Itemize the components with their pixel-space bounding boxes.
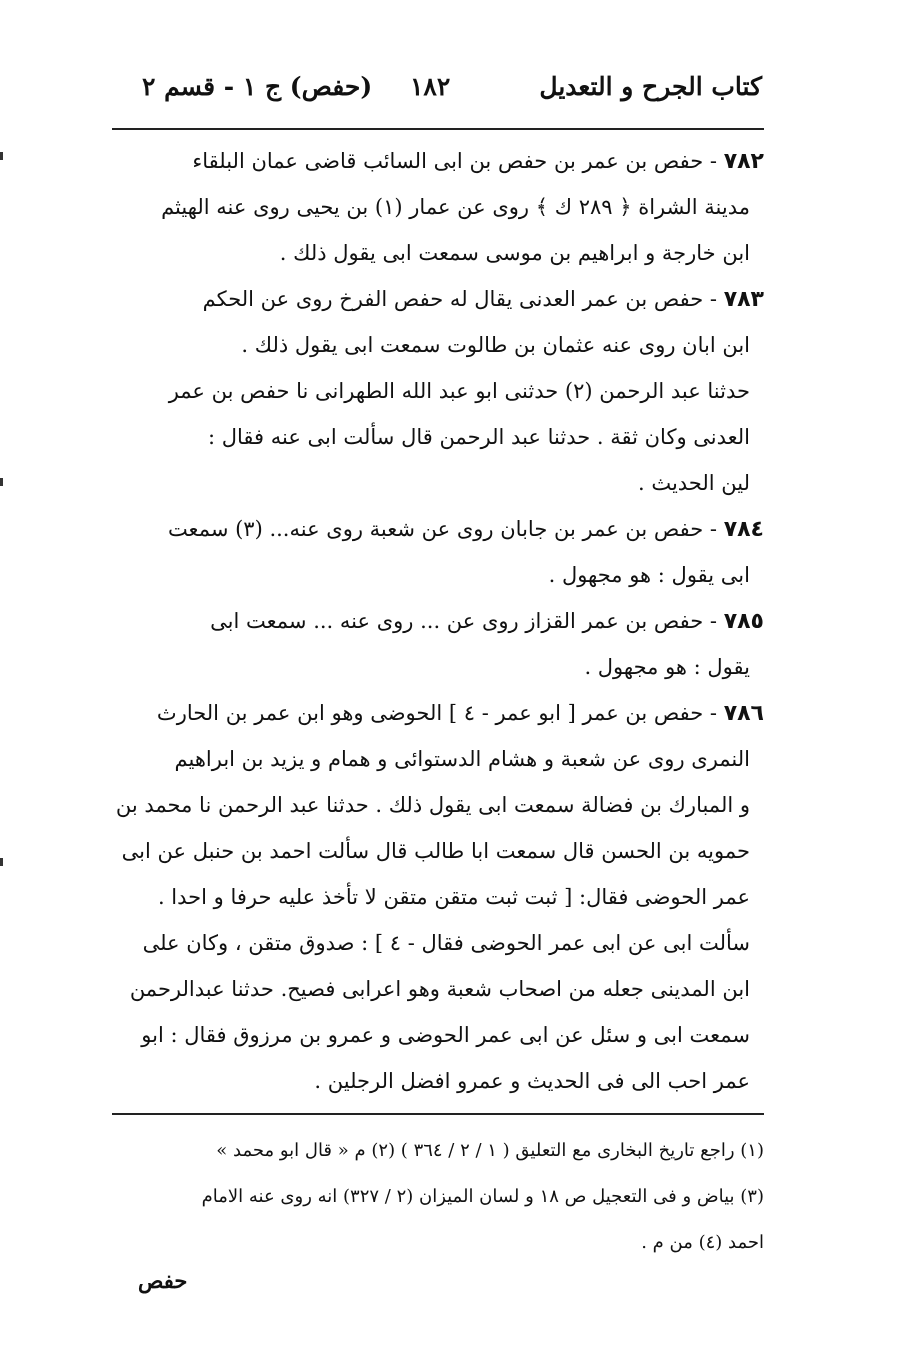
scan-edge-mark: [0, 152, 3, 160]
entry-783: [112, 276, 764, 506]
entry-text: حفص بن عمر القزاز روى عن ... روى عنه ... سمعت ابى: [210, 609, 704, 633]
page-number: ١٨٢: [410, 72, 451, 101]
entry-text: حفص بن عمر بن جابان روى عن شعبة روى عنه... (٣) سمعت: [167, 517, 704, 541]
header-rule: [112, 128, 764, 130]
entry-line: ٧٨٤ - حفص بن عمر بن جابان روى عن شعبة روى عنه... (٣) سمعت: [167, 517, 764, 542]
running-header: [112, 72, 762, 116]
footnote-rule: [112, 1113, 764, 1115]
entry-784: [112, 506, 764, 598]
entry-line: ابن المدينى جعله من اصحاب شعبة وهو اعرابى فصيح. حدثنا عبدالرحمن: [129, 977, 750, 1001]
entry-line: ٧٨٦ - حفص بن عمر [ ابو عمر - ٤ ] الحوضى وهو ابن عمر بن الحارث: [156, 701, 764, 726]
header-volume: (حفص) ج ١ - قسم ٢: [142, 72, 373, 101]
entry-line: لين الحديث .: [637, 471, 750, 495]
entry-line: النمرى روى عن شعبة و هشام الدستوائى و همام و يزيد بن ابراهيم: [174, 747, 750, 771]
entry-line: العدنى وكان ثقة . حدثنا عبد الرحمن قال سألت ابى عنه فقال :: [207, 425, 750, 449]
entry-text: حفص بن عمر العدنى يقال له حفص الفرخ روى عن الحكم: [202, 287, 704, 311]
entry-line: عمر الحوضى فقال: [ ثبت ثبت متقن متقن لا تأخذ عليه حرفا و احدا .: [157, 885, 750, 909]
entry-text: حفص بن عمر بن حفص بن ابى السائب قاضى عمان البلقاء: [192, 149, 704, 173]
footnote-line: (١) راجع تاريخ البخارى مع التعليق ( ١ / ٢ / ٣٦٤ ) (٢) م « قال ابو محمد »: [216, 1140, 764, 1161]
footnotes: [112, 1128, 764, 1266]
entry-line: حمويه بن الحسن قال سمعت ابا طالب قال سألت احمد بن حنبل عن ابى: [121, 839, 750, 863]
entry-number: ٧٨٢: [723, 149, 764, 174]
header-title: كتاب الجرح و التعديل: [539, 72, 762, 101]
entry-line: ٧٨٥ - حفص بن عمر القزاز روى عن ... روى عنه ... سمعت ابى: [210, 609, 764, 634]
entry-number: ٧٨٤: [723, 517, 764, 542]
entry-785: [112, 598, 764, 690]
entry-line: ابن خارجة و ابراهيم بن موسى سمعت ابى يقول ذلك .: [279, 241, 750, 265]
catchword: حفص: [138, 1268, 188, 1293]
footnote-line: (٣) بياض و فى التعجيل ص ١٨ و لسان الميزان (٢ / ٣٢٧) انه روى عنه الامام: [201, 1186, 764, 1207]
scan-edge-mark: [0, 858, 3, 866]
entry-line: يقول : هو مجهول .: [584, 655, 750, 679]
entry-782: [112, 138, 764, 276]
entry-line: ابى يقول : هو مجهول .: [548, 563, 750, 587]
entry-number: ٧٨٦: [723, 701, 764, 726]
entry-line: حدثنا عبد الرحمن (٢) حدثنى ابو عبد الله الطهرانى نا حفص بن عمر: [168, 379, 750, 403]
entry-line: سمعت ابى و سئل عن ابى عمر الحوضى و عمرو بن مرزوق فقال : ابو: [141, 1023, 750, 1047]
entry-line: عمر احب الى فى الحديث و عمرو افضل الرجلين .: [314, 1069, 750, 1093]
entry-line: مدينة الشراة ﴿ ٢٨٩ ك ﴾ روى عن عمار (١) بن يحيى روى عنه الهيثم: [161, 195, 750, 219]
scan-edge-mark: [0, 478, 3, 486]
entry-line: و المبارك بن فضالة سمعت ابى يقول ذلك . حدثنا عبد الرحمن نا محمد بن: [115, 793, 750, 817]
entry-line: سألت ابى عن ابى عمر الحوضى فقال - ٤ ] : صدوق متقن ، وكان على: [142, 931, 750, 955]
entry-line: ٧٨٢ - حفص بن عمر بن حفص بن ابى السائب قاضى عمان البلقاء: [192, 149, 764, 174]
entry-line: ابن ابان روى عنه عثمان بن طالوت سمعت ابى يقول ذلك .: [241, 333, 750, 357]
footnote-line: احمد (٤) من م .: [641, 1232, 764, 1253]
entry-line: ٧٨٣ - حفص بن عمر العدنى يقال له حفص الفرخ روى عن الحكم: [202, 287, 764, 312]
entry-text: حفص بن عمر [ ابو عمر - ٤ ] الحوضى وهو ابن عمر بن الحارث: [156, 701, 704, 725]
entry-786: [112, 690, 764, 1104]
entry-number: ٧٨٥: [723, 609, 764, 634]
entry-number: ٧٨٣: [723, 287, 764, 312]
main-text: [112, 138, 764, 1104]
